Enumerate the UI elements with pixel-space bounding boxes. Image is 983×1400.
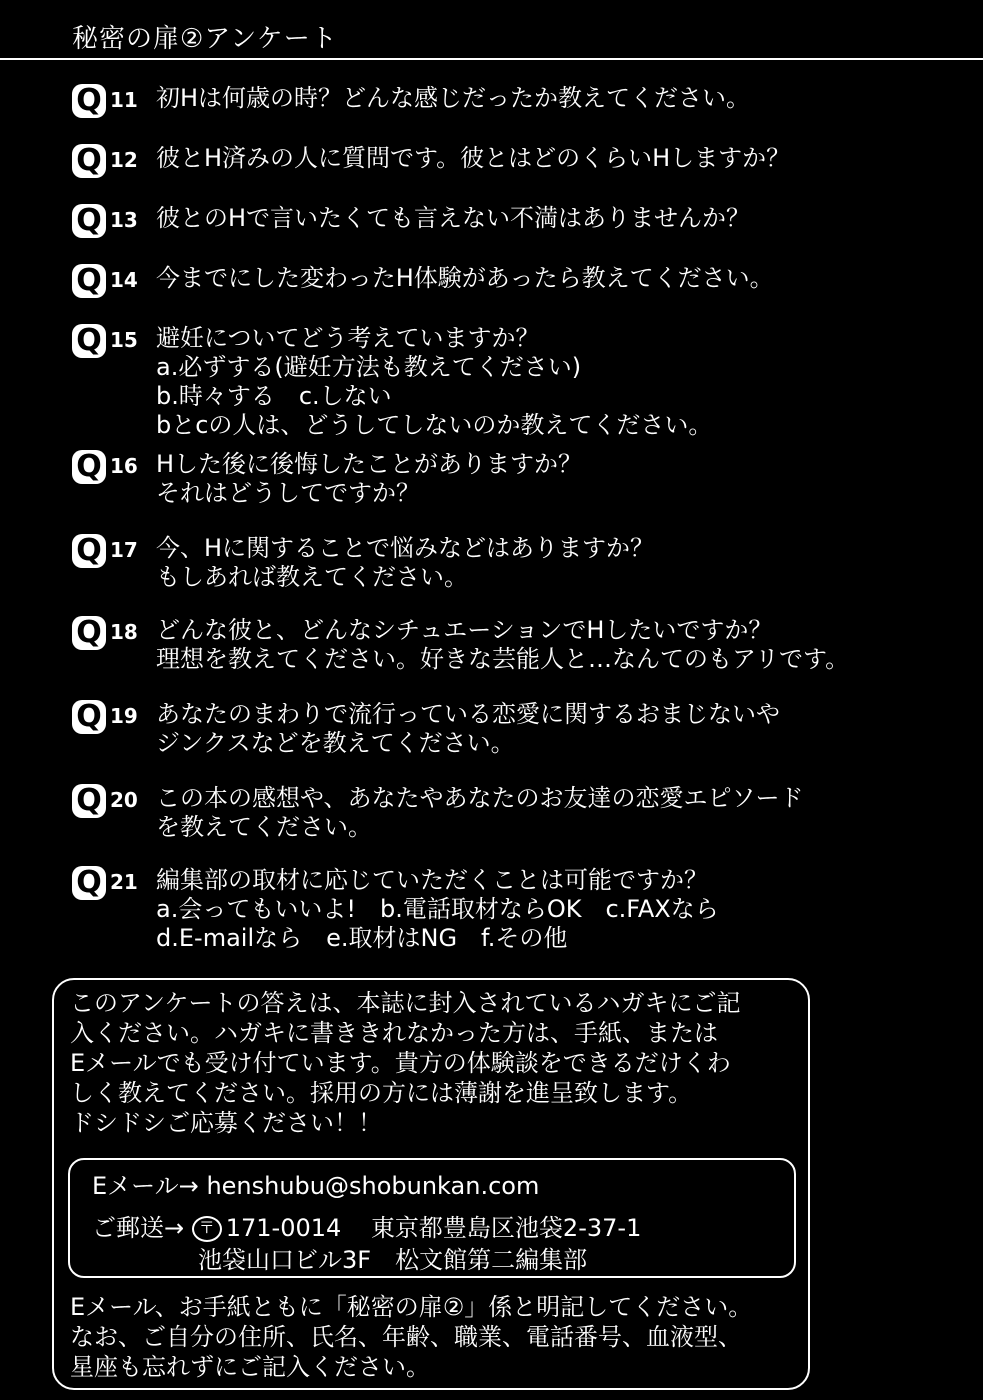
question-mark-icon: Q [72, 204, 106, 238]
question-line: d.E-mailなら e.取材はNG f.その他 [156, 924, 568, 952]
question-mark-icon: Q [72, 616, 106, 650]
footer-line: Eメール、お手紙ともに「秘密の扉②」係と明記してください。 [70, 1293, 753, 1321]
question-text [156, 784, 804, 842]
header-divider [0, 58, 983, 60]
address-line-2: 池袋山口ビル3F 松文館第二編集部 [198, 1246, 588, 1274]
question-line: あなたのまわりで流行っている恋愛に関するおまじないや [156, 700, 780, 728]
question-number: 18 [110, 620, 138, 644]
question-text [156, 324, 712, 440]
info-line: しく教えてください。採用の方には薄謝を進呈致します。 [70, 1079, 693, 1107]
question-line: 編集部の取材に応じていただくことは可能ですか？ [156, 866, 708, 894]
contact-mail-row [92, 1208, 641, 1243]
question-mark-icon: Q [72, 84, 106, 118]
question-line: a.必ずする(避妊方法も教えてください) [156, 353, 582, 381]
question-line: 今までにした変わったH体験があったら教えてください。 [156, 264, 774, 292]
question-number: 13 [110, 208, 138, 232]
question-line: bとcの人は、どうしてしないのか教えてください。 [156, 411, 713, 439]
question-mark-icon: Q [72, 264, 106, 298]
question-number: 21 [110, 870, 138, 894]
question-line: 彼とのHで言いたくても言えない不満はありませんか？ [156, 204, 751, 232]
question-line: 避妊についてどう考えていますか？ [156, 324, 540, 352]
question-mark-icon: Q [72, 450, 106, 484]
question-text [156, 616, 849, 674]
question-text [156, 204, 750, 233]
question-line: a.会ってもいいよ! b.電話取材ならOK c.FAXなら [156, 895, 719, 923]
question-number: 14 [110, 268, 138, 292]
contact-email-row [92, 1166, 539, 1201]
question-line: ジンクスなどを教えてください。 [156, 729, 515, 757]
question-mark-icon: Q [72, 324, 106, 358]
question-text [156, 534, 654, 592]
question-text [156, 700, 780, 758]
question-line: b.時々する c.しない [156, 382, 392, 410]
question-number: 11 [110, 88, 138, 112]
question-line: この本の感想や、あなたやあなたのお友達の恋愛エピソード [156, 784, 804, 812]
mail-label: ご郵送→ [92, 1214, 185, 1242]
question-line: を教えてください。 [156, 813, 372, 841]
question-text [156, 264, 774, 293]
info-line: ドシドシご応募ください！！ [70, 1109, 382, 1137]
postal-code: 171-0014 [225, 1214, 342, 1242]
info-line: Eメールでも受け付ています。貴方の体験談をできるだけくわ [70, 1049, 731, 1077]
question-line: それはどうしてですか？ [156, 479, 420, 507]
question-text [156, 866, 719, 953]
question-number: 15 [110, 328, 138, 352]
question-mark-icon: Q [72, 534, 106, 568]
page-title: 秘密の扉②アンケート [72, 24, 338, 54]
address-line-1: 東京都豊島区池袋2-37-1 [370, 1214, 642, 1242]
question-mark-icon: Q [72, 866, 106, 900]
question-text [156, 144, 790, 173]
question-line: どんな彼と、どんなシチュエーションでHしたいですか？ [156, 616, 773, 644]
question-text [156, 450, 582, 508]
footer-line: なお、ご自分の住所、氏名、年齢、職業、電話番号、血液型、 [70, 1323, 742, 1351]
question-number: 17 [110, 538, 138, 562]
question-mark-icon: Q [72, 144, 106, 178]
email-label: Eメール→ [92, 1172, 199, 1200]
postal-mark-icon: 〒 [192, 1216, 222, 1242]
question-number: 16 [110, 454, 138, 478]
question-line: もしあれば教えてください。 [156, 563, 468, 591]
info-line: 入ください。ハガキに書ききれなかった方は、手紙、または [70, 1019, 718, 1047]
question-line: 今、Hに関することで悩みなどはありますか？ [156, 534, 655, 562]
question-text [156, 84, 750, 113]
question-line: Hした後に後悔したことがありますか？ [156, 450, 583, 478]
question-mark-icon: Q [72, 784, 106, 818]
question-line: 初Hは何歳の時？どんな感じだったか教えてください。 [156, 84, 751, 112]
footer-text [70, 1292, 752, 1382]
question-number: 19 [110, 704, 138, 728]
footer-line: 星座も忘れずにご記入ください。 [70, 1353, 430, 1381]
email-address[interactable]: henshubu@shobunkan.com [206, 1172, 540, 1200]
info-box-text [70, 988, 741, 1138]
question-line: 彼とH済みの人に質問です。彼とはどのくらいHしますか？ [156, 144, 791, 172]
question-mark-icon: Q [72, 700, 106, 734]
question-number: 20 [110, 788, 138, 812]
question-number: 12 [110, 148, 138, 172]
info-line: このアンケートの答えは、本誌に封入されているハガキにご記 [70, 989, 741, 1017]
question-line: 理想を教えてください。好きな芸能人と…なんてのもアリです。 [156, 645, 850, 673]
